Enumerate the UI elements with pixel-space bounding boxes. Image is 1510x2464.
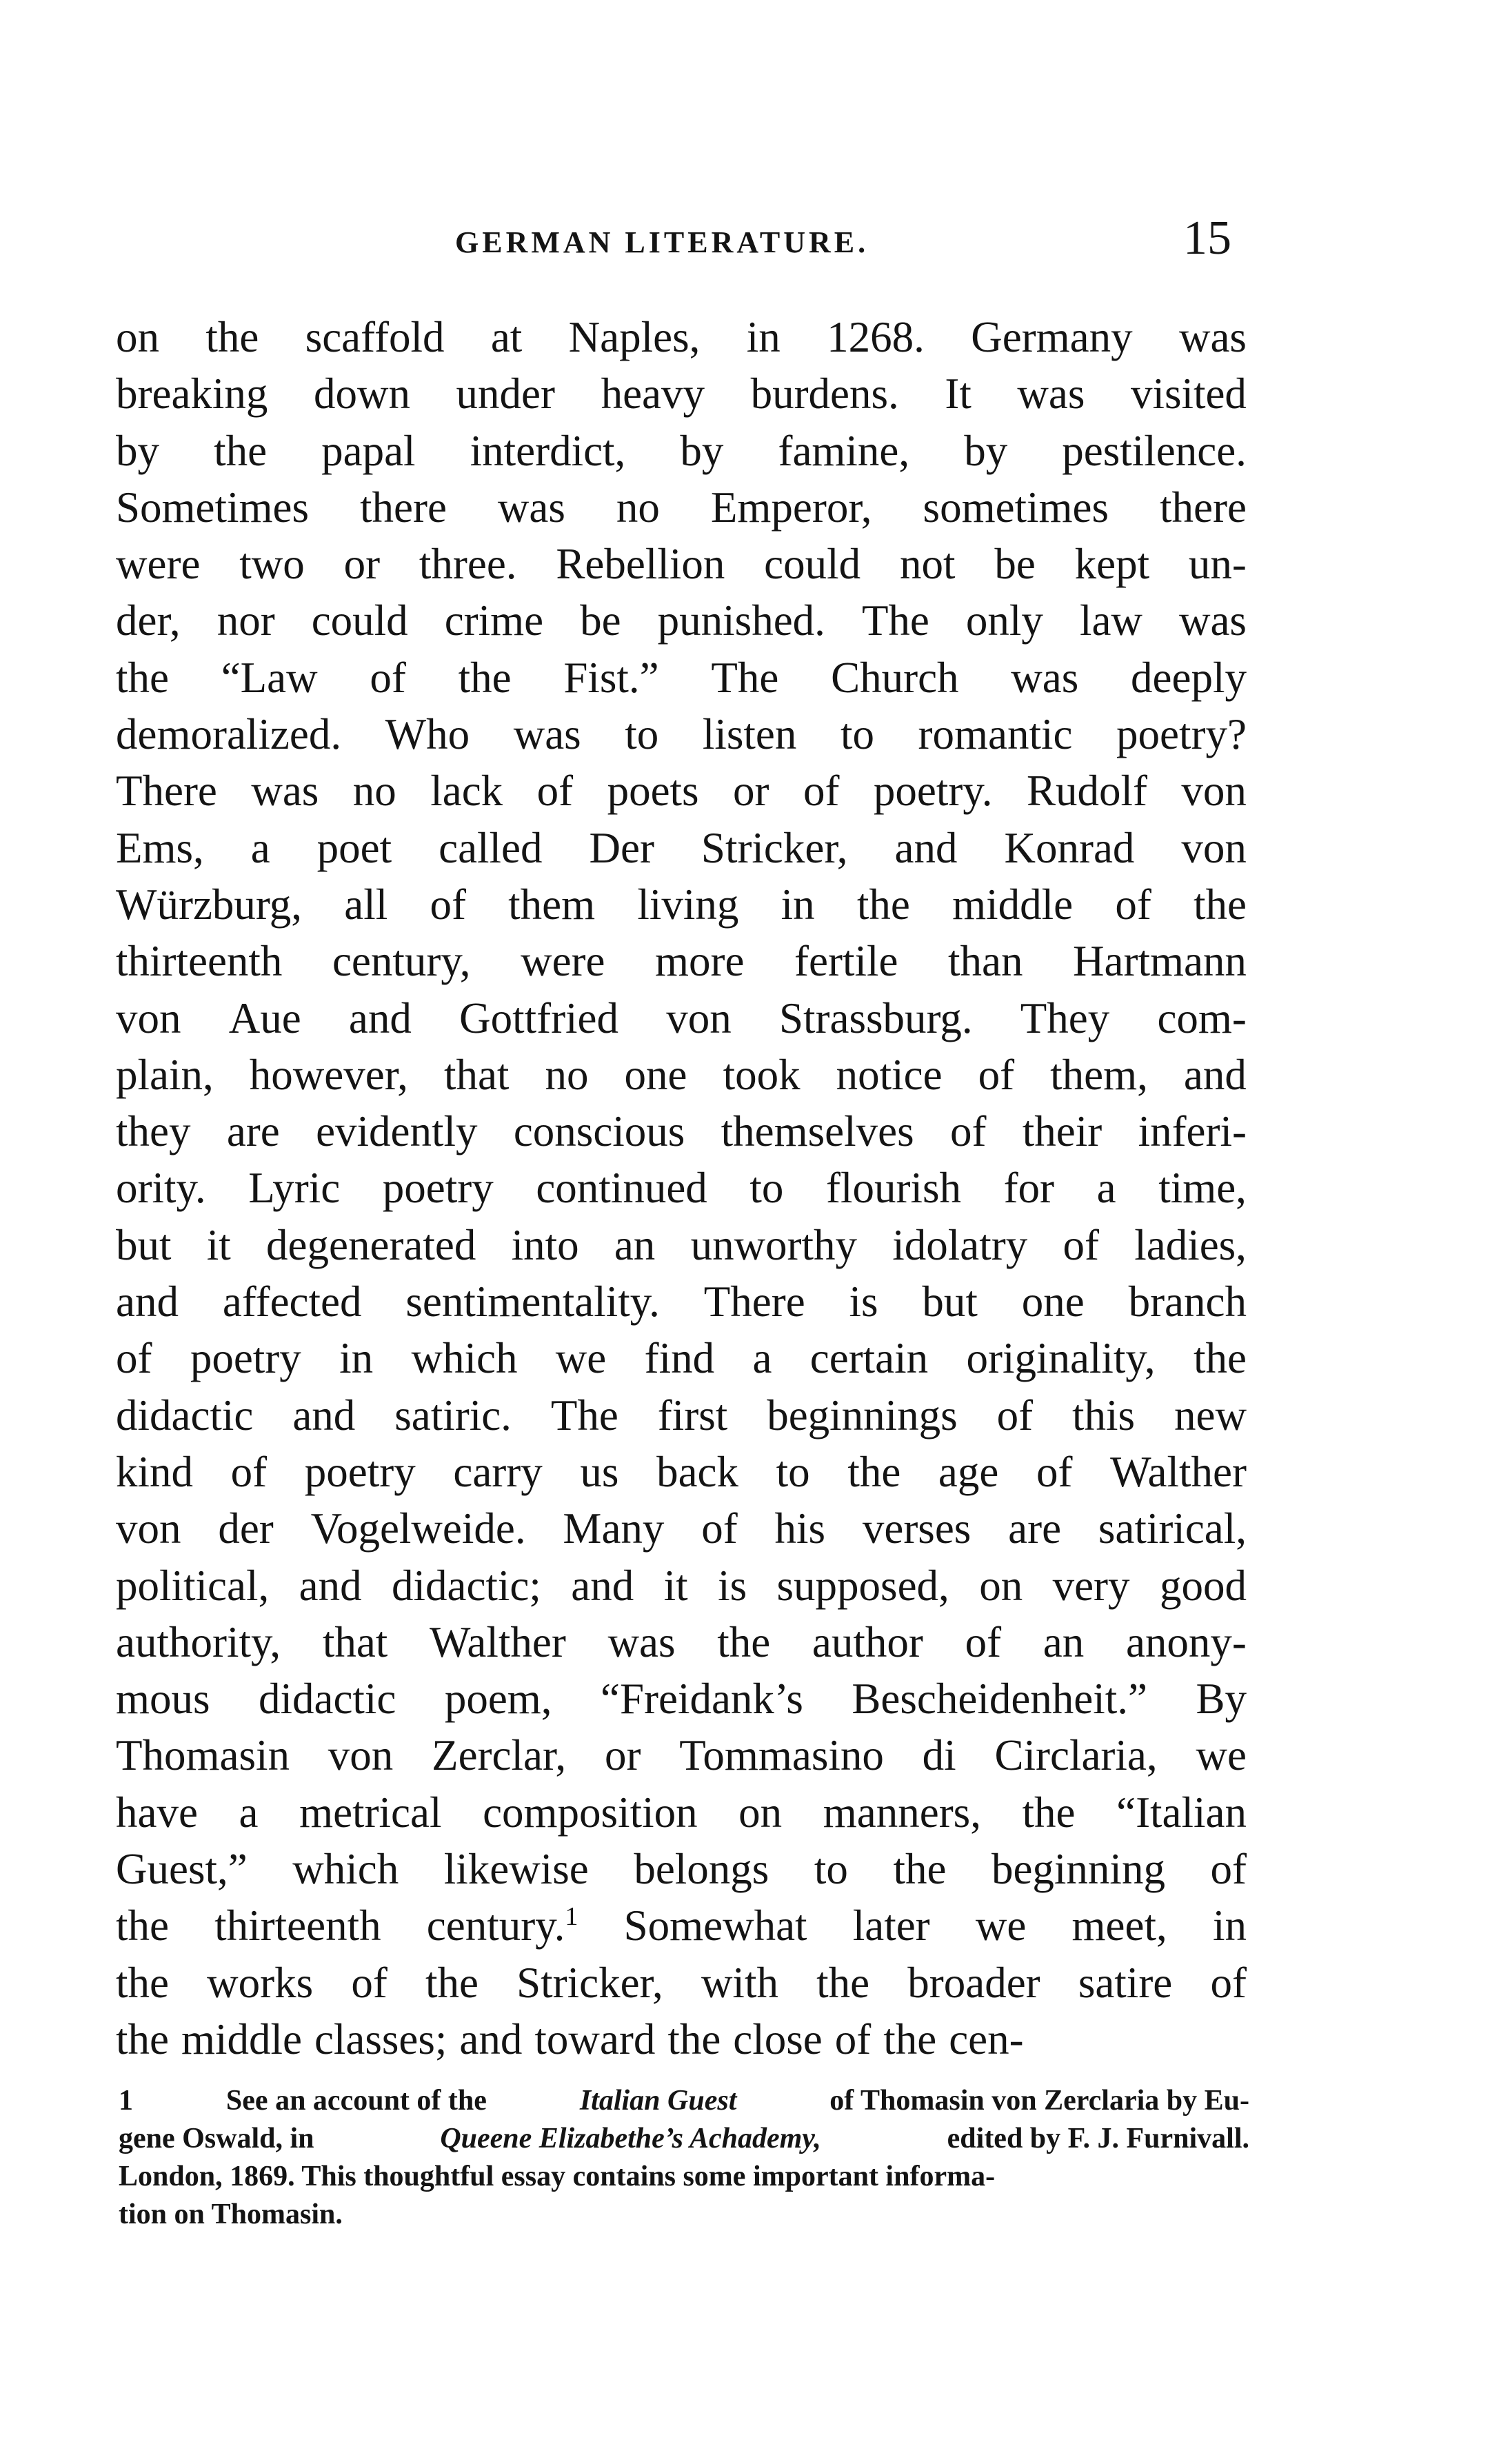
text-line: Würzburg, all of them living in the middle of the: [116, 880, 1247, 929]
text-line: the middle classes; and toward the close of the cen-: [116, 2014, 1024, 2063]
text-line: Ems, a poet called Der Stricker, and Konrad von: [116, 823, 1247, 872]
footnote-italic-title: Italian Guest: [579, 2085, 737, 2117]
text-line: have a metrical composition on manners, the “Italian: [116, 1788, 1247, 1837]
text-line: but it degenerated into an unworthy idolatry of ladies,: [116, 1220, 1247, 1269]
text-line: Guest,” which likewise belongs to the beginning of: [116, 1845, 1247, 1894]
text-line: the “Law of the Fist.” The Church was deeply: [116, 653, 1247, 702]
text-line: mous didactic poem, “Freidank’s Bescheidenheit.” By: [116, 1675, 1247, 1724]
text-line: and affected sentimentality. There is but one branch: [116, 1278, 1247, 1326]
text-line: Thomasin von Zerclar, or Tommasino di Circlaria, we: [116, 1731, 1247, 1780]
page-number: 15: [1183, 212, 1231, 265]
text-line: the thirteenth century.$^1$ Somewhat later we meet, in: [116, 1901, 1247, 1950]
text-line: the works of the Stricker, with the broader satire of: [116, 1958, 1247, 2007]
text-line: von der Vogelweide. Many of his verses are satirical,: [116, 1504, 1247, 1553]
running-head: [0, 207, 1510, 269]
footnote-reference: 1: [565, 1902, 578, 1932]
text-line: ority. Lyric poetry continued to flourish for a time,: [116, 1164, 1247, 1213]
text-line: von Aue and Gottfried von Strassburg. They com-: [116, 993, 1247, 1042]
footnote-line: 1 See an account of the Italian Guest of Thomasin von Zerclaria by Eu-: [119, 2082, 1249, 2120]
text-line: authority, that Walther was the author of an anony-: [116, 1617, 1247, 1666]
text-line: were two or three. Rebellion could not be kept un-: [116, 540, 1247, 589]
footnote-line: tion on Thomasin.: [119, 2199, 343, 2230]
running-title: GERMAN LITERATURE.: [455, 225, 869, 259]
text-line: thirteenth century, were more fertile than Hartmann: [116, 937, 1247, 986]
text-line: of poetry in which we find a certain originality, the: [116, 1334, 1247, 1383]
text-line: kind of poetry carry us back to the age of Walther: [116, 1447, 1247, 1496]
footnote-line: London, 1869. This thoughtful essay contains some important informa-: [119, 2161, 996, 2192]
text-line: Sometimes there was no Emperor, sometimes there: [116, 483, 1247, 532]
body-text: [116, 309, 1247, 2068]
text-line: plain, however, that no one took notice of them, and: [116, 1050, 1247, 1099]
footnote-italic-title: Queene Elizabethe’s Achademy,: [440, 2123, 821, 2154]
text-line: they are evidently conscious themselves of their inferi-: [116, 1107, 1247, 1156]
footnote-line: gene Oswald, in Queene Elizabethe’s Achademy, edited by F. J. Furnivall.: [119, 2123, 1249, 2154]
text-line: by the papal interdict, by famine, by pestilence.: [116, 426, 1247, 475]
text-line: breaking down under heavy burdens. It was visited: [116, 370, 1247, 418]
text-line: on the scaffold at Naples, in 1268. Germany was: [116, 313, 1247, 361]
text-line: There was no lack of poets or of poetry. Rudolf von: [116, 767, 1247, 816]
text-line: demoralized. Who was to listen to romantic poetry?: [116, 710, 1247, 759]
text-line: political, and didactic; and it is supposed, on very good: [116, 1561, 1247, 1610]
text-line: der, nor could crime be punished. The only law was: [116, 596, 1247, 645]
text-line: didactic and satiric. The first beginnings of this new: [116, 1391, 1247, 1440]
footnote: [119, 2082, 1249, 2234]
footnote-marker: 1: [119, 2085, 133, 2117]
